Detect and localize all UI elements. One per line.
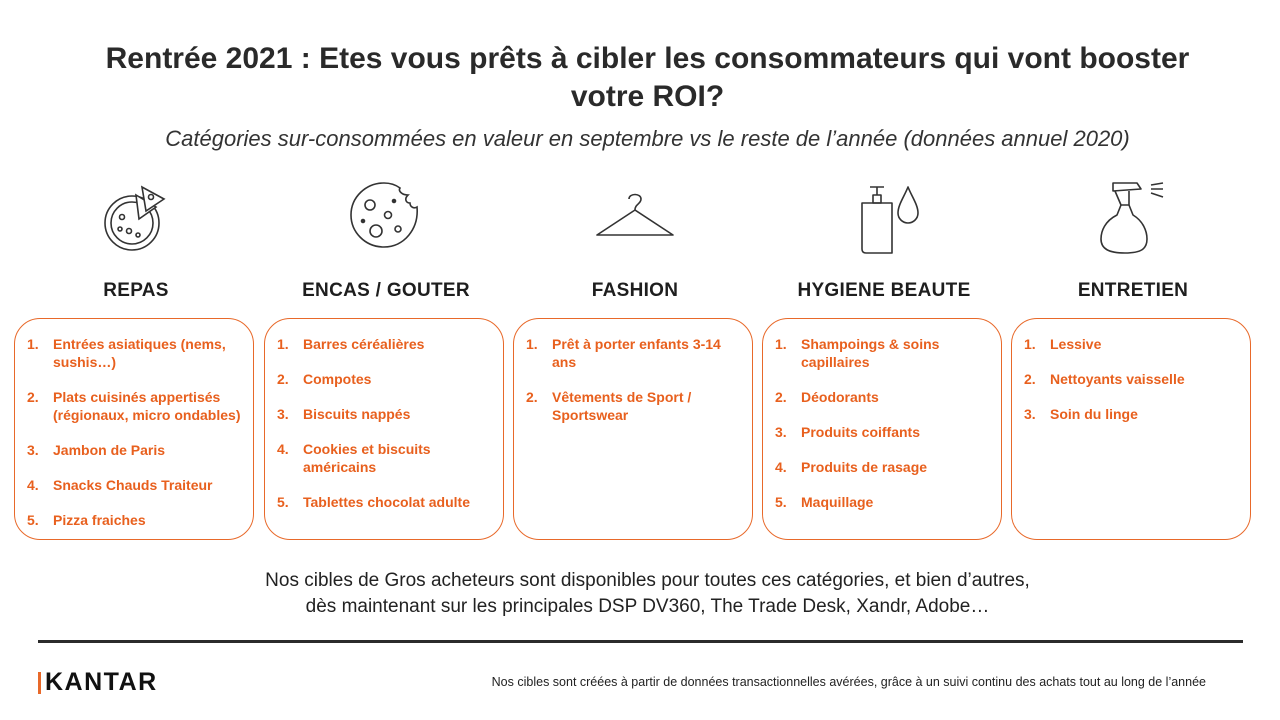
list-item: 4. Snacks Chauds Traiteur <box>27 477 213 493</box>
kantar-logo <box>38 668 158 697</box>
category-title: ENCAS / GOUTER <box>302 280 470 301</box>
category-list-box <box>264 318 504 540</box>
spray-bottle-icon <box>1093 173 1173 257</box>
list-item: 1. Lessive <box>1024 336 1102 352</box>
list-item: 2. Déodorants <box>775 389 879 405</box>
note-line-2: dès maintenant sur les principales DSP DV360, The Trade Desk, Xandr, Adobe… <box>305 596 990 617</box>
list-item: 4. Produits de rasage <box>775 459 928 475</box>
category-column-fashion <box>513 170 757 423</box>
soap-bottle-icon <box>844 173 924 257</box>
page-subtitle: Catégories sur-consommées en valeur en septembre vs le reste de l’année (données annuel 2020) <box>165 126 1130 151</box>
list-item: 2. Plats cuisinés appertisés (régionaux, micro ondables) <box>27 389 241 423</box>
cookie-icon <box>346 173 426 257</box>
list-item: 1. Shampoings & soins capillaires <box>775 336 940 370</box>
list-item: 5. Pizza fraiches <box>27 512 146 528</box>
logo-accent-bar <box>38 672 41 694</box>
category-title: REPAS <box>103 280 169 301</box>
category-title: ENTRETIEN <box>1077 280 1189 301</box>
page-title <box>40 40 1255 116</box>
logo-text: KANTAR <box>45 668 158 696</box>
category-list-box <box>14 318 254 540</box>
list-item: 3. Produits coiffants <box>775 424 921 440</box>
category-column-entretien <box>1011 170 1255 422</box>
availability-note <box>40 568 1255 620</box>
category-column-encas-gouter <box>264 170 508 510</box>
list-item: 3. Soin du linge <box>1024 406 1138 422</box>
list-item: 1. Barres céréalières <box>277 336 425 352</box>
note-line-1: Nos cibles de Gros acheteurs sont disponibles pour toutes ces catégories, et bien d’autres, <box>265 570 1030 591</box>
list-item: 2. Nettoyants vaisselle <box>1024 371 1185 387</box>
hanger-icon <box>595 173 675 257</box>
category-list-box <box>513 318 753 540</box>
title-line-1: Rentrée 2021 : Etes vous prêts à cibler les consommateurs qui vont booster <box>105 42 1190 75</box>
list-item: 1. Prêt à porter enfants 3-14 ans <box>526 336 721 370</box>
category-list-box <box>1011 318 1251 540</box>
category-column-repas <box>14 170 258 528</box>
list-item: 5. Maquillage <box>775 494 874 510</box>
category-title: FASHION <box>591 280 679 301</box>
list-item: 3. Jambon de Paris <box>27 442 166 458</box>
list-item: 2. Vêtements de Sport / Sportswear <box>526 389 692 423</box>
list-item: 4. Cookies et biscuits américains <box>277 441 431 475</box>
list-item: 1. Entrées asiatiques (nems, sushis…) <box>27 336 226 370</box>
divider <box>38 640 1243 643</box>
list-item: 3. Biscuits nappés <box>277 406 411 422</box>
footnote: Nos cibles sont créées à partir de données transactionnelles avérées, grâce à un suivi continu des achats tout au long de l’année <box>491 675 1206 689</box>
category-column-hygiene-beaute <box>762 170 1006 510</box>
category-title: HYGIENE BEAUTE <box>797 280 971 301</box>
category-list-box <box>762 318 1002 540</box>
list-item: 2. Compotes <box>277 371 372 387</box>
list-item: 5. Tablettes chocolat adulte <box>277 494 470 510</box>
pizza-icon <box>96 173 176 257</box>
title-line-2: votre ROI? <box>570 80 725 113</box>
